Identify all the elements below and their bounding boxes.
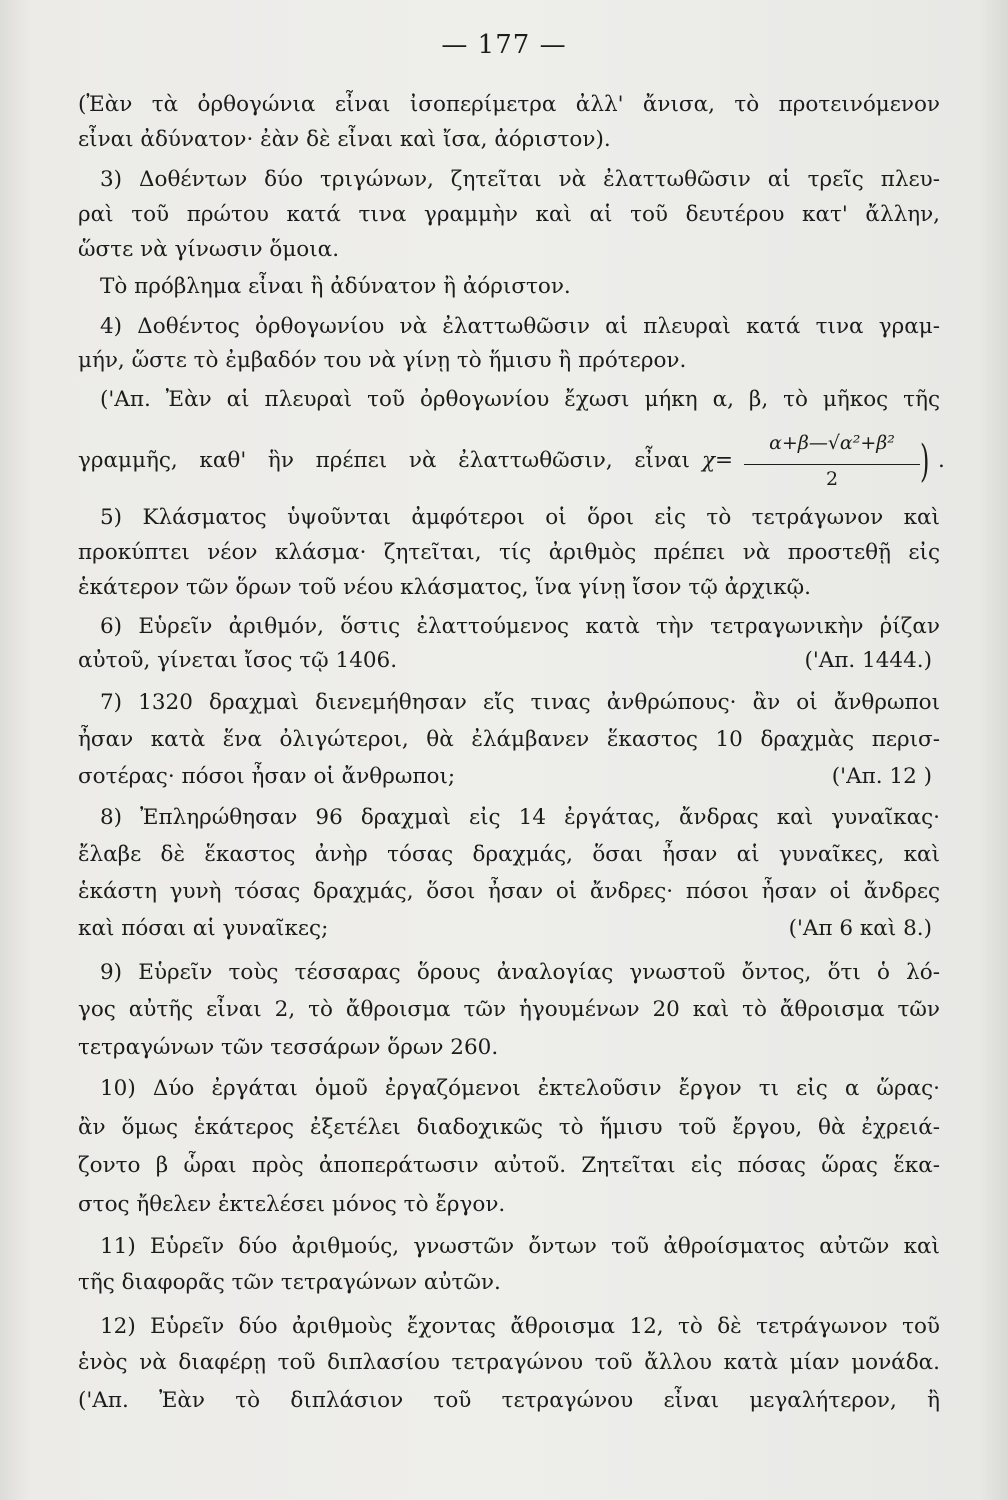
text-line: (Ἐὰν τὰ ὀρθογώνια εἶναι ἰσοπερίμετρα ἀλλ' ἄνισα, τὸ προτεινόμενον xyxy=(78,92,940,117)
fraction-bar xyxy=(744,464,920,465)
text-line xyxy=(78,762,940,792)
text-line: στος ἤθελεν ἐκτελέσει μόνος τὸ ἔργον. xyxy=(78,1192,506,1217)
problem-12-line: 12) Εὑρεῖν δύο ἀριθμοὺς ἔχοντας ἄθροισμα 12, τὸ δὲ τετράγωνον τοῦ xyxy=(100,1314,940,1339)
answer-segment: ('Απ. 12 ) xyxy=(831,764,932,789)
text-segment: αὐτοῦ, γίνεται ἴσος τῷ 1406. xyxy=(78,648,398,673)
formula-line xyxy=(78,432,945,502)
problem-11-line: 11) Εὑρεῖν δύο ἀριθμούς, γνωστῶν ὄντων τοῦ ἀθροίσματος αὐτῶν καὶ xyxy=(100,1234,940,1259)
text-segment: σοτέρας· πόσοι ἦσαν οἱ ἄνθρωποι; xyxy=(78,764,456,789)
text-line: ἑκάστη γυνὴ τόσας δραχμάς, ὅσοι ἦσαν οἱ ἄνδρες· πόσοι ἦσαν οἱ ἄνδρες xyxy=(78,879,940,904)
text-line: εἶναι ἀδύνατον· ἐὰν δὲ εἶναι καὶ ἴσα, ἀόριστον). xyxy=(78,127,611,152)
formula-denominator: 2 xyxy=(825,468,839,490)
answer-segment: ('Απ. 1444.) xyxy=(804,648,932,673)
text-line: ραὶ τοῦ πρώτου κατά τινα γραμμὴν καὶ αἱ τοῦ δευτέρου κατ' ἄλλην, xyxy=(78,202,940,227)
formula-end: . xyxy=(938,448,945,473)
problem-5-line: 5) Κλάσματος ὑψοῦνται ἀμφότεροι οἱ ὅροι εἰς τὸ τετράγωνον καὶ xyxy=(100,505,940,530)
text-line: μήν, ὥστε τὸ ἐμβαδόν του νὰ γίνῃ τὸ ἥμισυ ἢ πρότερον. xyxy=(78,348,687,373)
answer-segment: ('Απ 6 καὶ 8.) xyxy=(788,916,932,941)
text-line: ἑνὸς νὰ διαφέρῃ τοῦ διπλασίου τετραγώνου τοῦ ἄλλου κατὰ μίαν μονάδα. xyxy=(78,1350,940,1375)
problem-7-line: 7) 1320 δραχμαὶ διενεμήθησαν εἴς τινας ἀνθρώπους· ἂν οἱ ἄνθρωποι xyxy=(100,690,940,715)
problem-4-line: 4) Δοθέντος ὀρθογωνίου νὰ ἐλαττωθῶσιν αἱ πλευραὶ κατά τινα γραμ- xyxy=(100,314,940,339)
text-line: προκύπτει νέον κλάσμα· ζητεῖται, τίς ἀριθμὸς πρέπει νὰ προστεθῇ εἰς xyxy=(78,540,940,565)
answer-line: ('Απ. Ἐὰν αἱ πλευραὶ τοῦ ὀρθογωνίου ἔχωσι μήκη α, β, τὸ μῆκος τῆς xyxy=(100,387,940,412)
text-line: ζοντο β ὧραι πρὸς ἀποπεράτωσιν αὐτοῦ. Ζητεῖται εἰς πόσας ὥρας ἕκα- xyxy=(78,1153,940,1178)
text-line: ὥστε νὰ γίνωσιν ὅμοια. xyxy=(78,237,340,262)
text-line: ἔλαβε δὲ ἕκαστος ἀνὴρ τόσας δραχμάς, ὅσαι ἦσαν αἱ γυναῖκες, καὶ xyxy=(78,842,940,867)
text-line: τῆς διαφορᾶς τῶν τετραγώνων αὐτῶν. xyxy=(78,1270,501,1295)
page-number: — 177 — xyxy=(441,30,567,60)
formula-numerator: α+β—√α²+β² xyxy=(769,432,895,454)
text-line: ἂν ὅμως ἑκάτερος ἐξετέλει διαδοχικῶς τὸ ἥμισυ τοῦ ἔργου, θὰ ἐχρειά- xyxy=(78,1115,940,1140)
problem-8-line: 8) Ἐπληρώθησαν 96 δραχμαὶ εἰς 14 ἐργάτας, ἄνδρας καὶ γυναῖκας· xyxy=(100,805,940,830)
formula xyxy=(702,432,952,502)
formula-lhs: χ= xyxy=(702,448,734,473)
formula-close-paren: ) xyxy=(920,436,930,487)
text-segment: καὶ πόσαι αἱ γυναῖκες; xyxy=(78,916,329,941)
text-line xyxy=(78,914,940,944)
text-line: ἦσαν κατὰ ἕνα ὀλιγώτεροι, θὰ ἐλάμβανεν ἕκαστος 10 δραχμὰς περισ- xyxy=(78,727,940,752)
text-line: τετραγώνων τῶν τεσσάρων ὅρων 260. xyxy=(78,1035,499,1060)
problem-6-line: 6) Εὑρεῖν ἀριθμόν, ὅστις ἐλαττούμενος κατὰ τὴν τετραγωνικὴν ῥίζαν xyxy=(100,614,940,639)
formula-lead-text: γραμμῆς, καθ' ἣν πρέπει νὰ ἐλαττωθῶσιν, εἶναι xyxy=(78,448,690,473)
problem-3-line: 3) Δοθέντων δύο τριγώνων, ζητεῖται νὰ ἐλαττωθῶσιν αἱ τρεῖς πλευ- xyxy=(100,167,940,192)
text-line: Τὸ πρόβλημα εἶναι ἢ ἀδύνατον ἢ ἀόριστον. xyxy=(100,274,571,299)
text-line xyxy=(78,646,940,676)
text-line: γος αὐτῆς εἶναι 2, τὸ ἄθροισμα τῶν ἡγουμένων 20 καὶ τὸ ἄθροισμα τῶν xyxy=(78,997,940,1022)
problem-10-line: 10) Δύο ἐργάται ὁμοῦ ἐργαζόμενοι ἐκτελοῦσιν ἔργον τι εἰς α ὥρας· xyxy=(100,1076,940,1101)
problem-9-line: 9) Εὑρεῖν τοὺς τέσσαρας ὅρους ἀναλογίας γνωστοῦ ὄντος, ὅτι ὁ λό- xyxy=(100,960,940,985)
text-line: ἑκάτερον τῶν ὅρων τοῦ νέου κλάσματος, ἵνα γίνῃ ἴσον τῷ ἀρχικῷ. xyxy=(78,575,812,600)
answer-line: ('Απ. Ἐὰν τὸ διπλάσιον τοῦ τετραγώνου εἶναι μεγαλήτερον, ἢ xyxy=(78,1388,940,1413)
